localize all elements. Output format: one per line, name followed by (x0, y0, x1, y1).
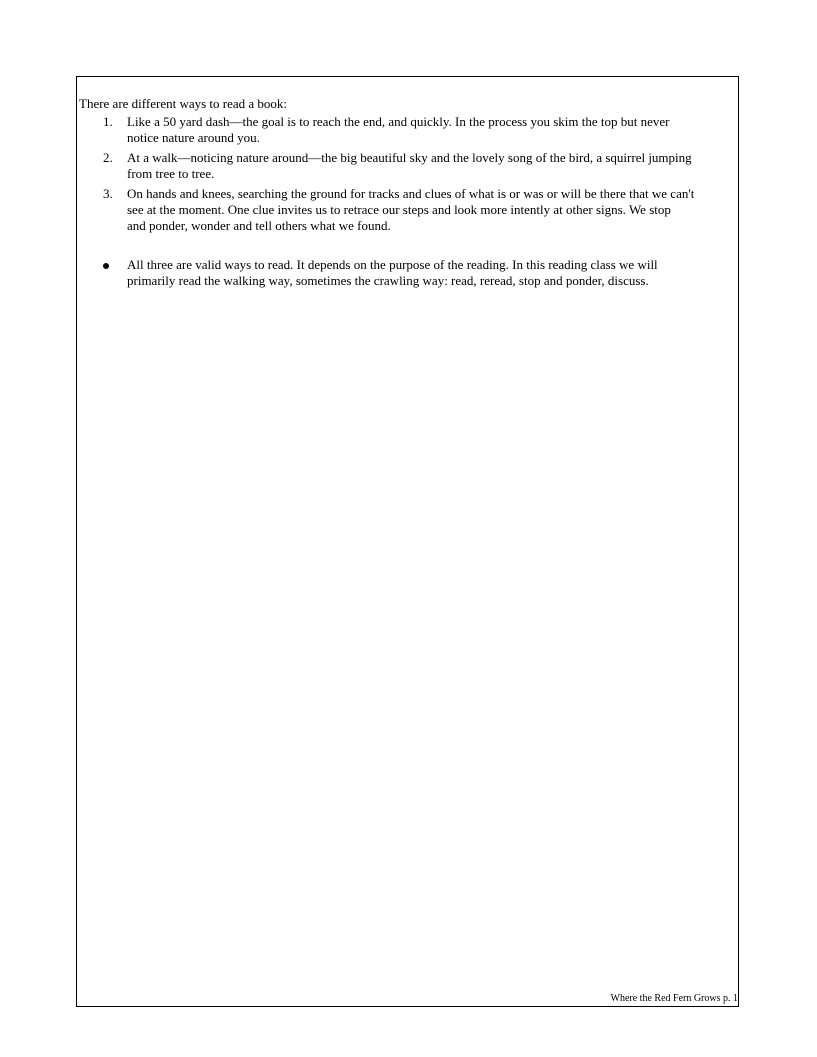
intro-text: There are different ways to read a book: (79, 96, 288, 111)
list-item-line: notice nature around you. (127, 130, 260, 145)
list-item-line: At a walk—noticing nature around—the big beautiful sky and the lovely song of the bird, a squirrel jumping (127, 150, 692, 165)
list-item-line: from tree to tree. (127, 166, 215, 181)
bullet-icon (103, 263, 109, 269)
list-number: 3. (103, 186, 113, 201)
list-item-line: Like a 50 yard dash—the goal is to reach the end, and quickly. In the process you skim the top but never (127, 114, 670, 129)
bullet-item (79, 257, 738, 289)
page-footer: Where the Red Fern Grows p. 1 (610, 993, 738, 1004)
list-item-line: On hands and knees, searching the ground for tracks and clues of what is or was or will be there that we can't (127, 186, 695, 201)
list-item-2 (79, 150, 738, 182)
list-item-3 (79, 186, 738, 234)
numbered-list (79, 114, 738, 238)
list-item-line: see at the moment. One clue invites us to retrace our steps and look more intently at other signs. We stop (127, 202, 671, 217)
list-item-line: and ponder, wonder and tell others what we found. (127, 218, 391, 233)
bullet-item-line: primarily read the walking way, sometimes the crawling way: read, reread, stop and ponder, discuss. (127, 273, 649, 288)
list-item-1 (79, 114, 738, 146)
list-number: 1. (103, 114, 113, 129)
bullet-item-line: All three are valid ways to read. It depends on the purpose of the reading. In this reading class we will (127, 257, 658, 272)
list-number: 2. (103, 150, 113, 165)
bullet-list (79, 257, 738, 289)
